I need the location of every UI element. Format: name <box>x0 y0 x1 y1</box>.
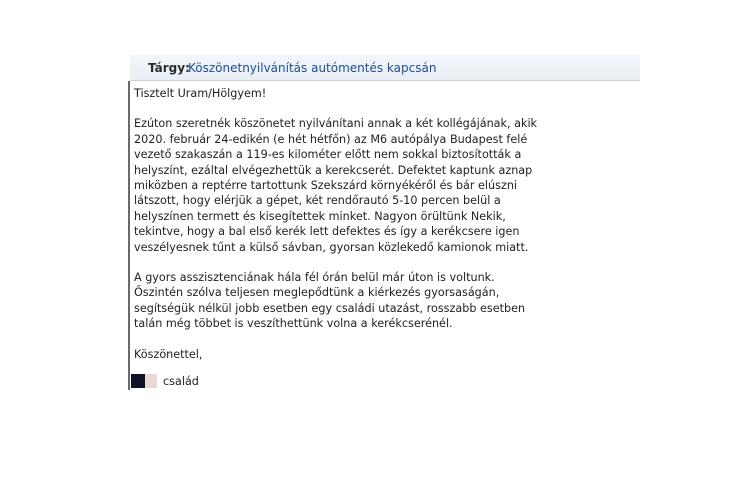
email-body <box>134 86 554 377</box>
redaction-block-light <box>145 374 157 388</box>
email-paragraph-2: A gyors asszisztenciának hála fél órán belül már úton is voltunk. Őszintén szólva teljesen meglepődtünk a kiérkezés gyorsaságán, segítségük nélkül jobb esetben egy családi utazást, rosszabb esetben talán még többet is veszíthettünk volna a kerékcserénél. <box>134 271 526 331</box>
email-paragraph-1: Ezúton szeretnék köszönetet nyilvánítani annak a két kollégájának, akik 2020. február 24-edikén (e hét hétfőn) az M6 autópálya Budapest felé vezető szakaszán a 119-es kilométer előtt nem sokkal biztosították a helyszínt, ezáltal elvégezhettük a kerekcserét. Defektet kaptunk aznap miközben a reptérre tartottunk Szekszárd környékéről és bár elúszni látszott, hogy elérjük a gépet, két rendőrautó 5-10 percen belül a helyszínen termett és kisegítettek minket. Nagyon örültünk Nekik, tekintve, hogy a bal első kerék lett defektes és így a kerékcsere igen veszélyesnek tűnt a külső sávban, gyorsan közlekedő kamionok miatt. <box>134 117 538 254</box>
signature <box>131 374 199 388</box>
message-left-border <box>128 81 130 390</box>
email-greeting: Tisztelt Uram/Hölgyem! <box>134 87 267 100</box>
subject-value: Köszönetnyilvánítás autómentés kapcsán <box>188 61 437 75</box>
signature-text: család <box>163 374 199 388</box>
email-closing: Köszönettel, <box>134 347 203 361</box>
redaction-block-dark <box>131 374 145 388</box>
subject-bar <box>130 55 640 81</box>
subject-label: Tárgy: <box>148 61 190 75</box>
